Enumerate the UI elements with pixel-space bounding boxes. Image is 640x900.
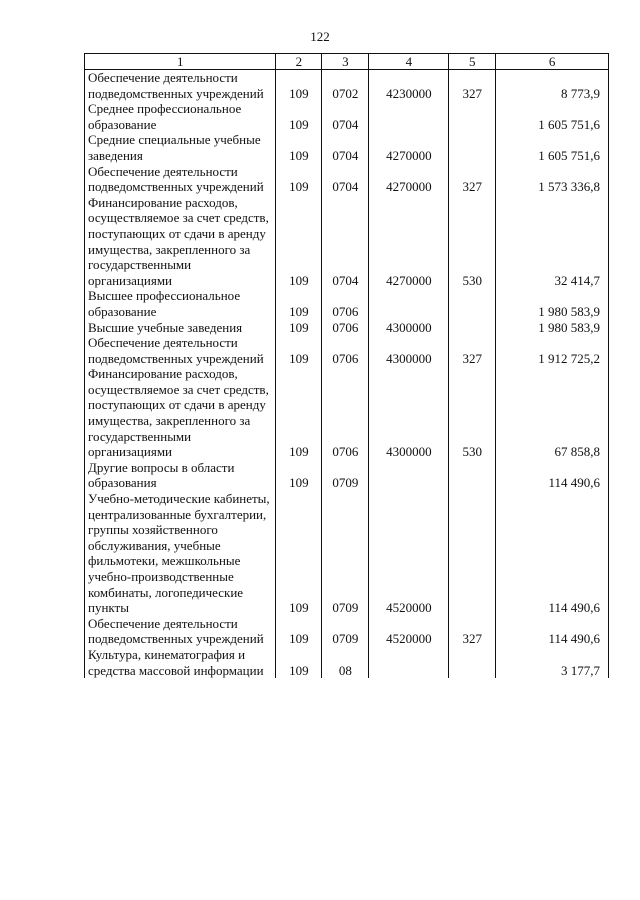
row-name: Обеспечение деятельности подведомственных учреждений xyxy=(85,335,276,366)
header-col-6: 6 xyxy=(496,54,609,70)
row-ministry-code: 109 xyxy=(276,366,322,460)
row-section-code: 0704 xyxy=(322,101,369,132)
row-section-code: 08 xyxy=(322,647,369,678)
row-section-code: 0706 xyxy=(322,366,369,460)
row-expense-type: 530 xyxy=(449,366,496,460)
row-ministry-code: 109 xyxy=(276,460,322,491)
row-expense-type xyxy=(449,101,496,132)
row-name: Высшее профессиональное образование xyxy=(85,288,276,319)
row-target-code: 4520000 xyxy=(369,491,449,616)
table-row xyxy=(85,366,609,460)
header-row xyxy=(85,54,609,70)
row-target-code: 4270000 xyxy=(369,195,449,289)
row-target-code: 4270000 xyxy=(369,132,449,163)
row-amount: 1 573 336,8 xyxy=(496,164,609,195)
row-expense-type xyxy=(449,647,496,678)
row-ministry-code: 109 xyxy=(276,101,322,132)
row-ministry-code: 109 xyxy=(276,132,322,163)
row-amount: 114 490,6 xyxy=(496,460,609,491)
header-col-2: 2 xyxy=(276,54,322,70)
row-expense-type xyxy=(449,132,496,163)
table-row xyxy=(85,491,609,616)
row-ministry-code: 109 xyxy=(276,288,322,319)
row-amount: 114 490,6 xyxy=(496,491,609,616)
row-amount: 1 605 751,6 xyxy=(496,132,609,163)
row-target-code xyxy=(369,288,449,319)
row-name: Культура, кинематография и средства массовой информации xyxy=(85,647,276,678)
header-col-4: 4 xyxy=(369,54,449,70)
row-name: Обеспечение деятельности подведомственных учреждений xyxy=(85,616,276,647)
row-ministry-code: 109 xyxy=(276,616,322,647)
row-amount: 1 980 583,9 xyxy=(496,320,609,336)
row-target-code xyxy=(369,647,449,678)
row-amount: 114 490,6 xyxy=(496,616,609,647)
row-ministry-code: 109 xyxy=(276,491,322,616)
row-section-code: 0706 xyxy=(322,320,369,336)
row-ministry-code: 109 xyxy=(276,335,322,366)
table-row xyxy=(85,101,609,132)
row-expense-type xyxy=(449,460,496,491)
table-row xyxy=(85,195,609,289)
header-col-1: 1 xyxy=(85,54,276,70)
row-ministry-code: 109 xyxy=(276,647,322,678)
row-expense-type xyxy=(449,288,496,319)
row-target-code: 4300000 xyxy=(369,320,449,336)
row-target-code: 4300000 xyxy=(369,335,449,366)
row-name: Финансирование расходов, осуществляемое за счет средств, поступающих от сдачи в аренду имущества, закрепленного за государственными организациями xyxy=(85,366,276,460)
row-expense-type xyxy=(449,320,496,336)
budget-table xyxy=(84,53,609,678)
row-section-code: 0702 xyxy=(322,70,369,102)
row-ministry-code: 109 xyxy=(276,195,322,289)
table-row xyxy=(85,647,609,678)
table-row xyxy=(85,70,609,102)
row-target-code: 4230000 xyxy=(369,70,449,102)
table-body xyxy=(85,70,609,679)
row-expense-type xyxy=(449,491,496,616)
row-target-code: 4270000 xyxy=(369,164,449,195)
table-row xyxy=(85,288,609,319)
row-section-code: 0704 xyxy=(322,132,369,163)
header-col-3: 3 xyxy=(322,54,369,70)
table-header xyxy=(85,54,609,70)
row-target-code xyxy=(369,460,449,491)
table-row xyxy=(85,132,609,163)
page-number: 122 xyxy=(310,29,330,44)
row-name: Другие вопросы в области образования xyxy=(85,460,276,491)
row-target-code xyxy=(369,101,449,132)
row-section-code: 0704 xyxy=(322,164,369,195)
row-expense-type: 327 xyxy=(449,70,496,102)
row-section-code: 0709 xyxy=(322,491,369,616)
table-row xyxy=(85,335,609,366)
row-ministry-code: 109 xyxy=(276,70,322,102)
row-section-code: 0704 xyxy=(322,195,369,289)
row-ministry-code: 109 xyxy=(276,164,322,195)
row-section-code: 0709 xyxy=(322,460,369,491)
table-row xyxy=(85,320,609,336)
row-amount: 1 912 725,2 xyxy=(496,335,609,366)
header-col-5: 5 xyxy=(449,54,496,70)
row-expense-type: 327 xyxy=(449,164,496,195)
row-expense-type: 530 xyxy=(449,195,496,289)
row-amount: 32 414,7 xyxy=(496,195,609,289)
row-amount: 3 177,7 xyxy=(496,647,609,678)
row-amount: 8 773,9 xyxy=(496,70,609,102)
row-name: Средние специальные учебные заведения xyxy=(85,132,276,163)
row-amount: 1 605 751,6 xyxy=(496,101,609,132)
row-section-code: 0706 xyxy=(322,288,369,319)
row-section-code: 0706 xyxy=(322,335,369,366)
table-row xyxy=(85,460,609,491)
row-target-code: 4520000 xyxy=(369,616,449,647)
row-expense-type: 327 xyxy=(449,616,496,647)
row-name: Высшие учебные заведения xyxy=(85,320,276,336)
row-name: Обеспечение деятельности подведомственных учреждений xyxy=(85,70,276,102)
row-target-code: 4300000 xyxy=(369,366,449,460)
row-amount: 1 980 583,9 xyxy=(496,288,609,319)
row-amount: 67 858,8 xyxy=(496,366,609,460)
table-row xyxy=(85,616,609,647)
row-name: Обеспечение деятельности подведомственных учреждений xyxy=(85,164,276,195)
row-name: Среднее профессиональное образование xyxy=(85,101,276,132)
row-name: Учебно-методические кабинеты, централизованные бухгалтерии, группы хозяйственного обслуживания, учебные фильмотеки, межшкольные учебно-производственные комбинаты, логопедические пункты xyxy=(85,491,276,616)
row-name: Финансирование расходов, осуществляемое за счет средств, поступающих от сдачи в аренду имущества, закрепленного за государственными организациями xyxy=(85,195,276,289)
table-row xyxy=(85,164,609,195)
row-ministry-code: 109 xyxy=(276,320,322,336)
row-section-code: 0709 xyxy=(322,616,369,647)
row-expense-type: 327 xyxy=(449,335,496,366)
